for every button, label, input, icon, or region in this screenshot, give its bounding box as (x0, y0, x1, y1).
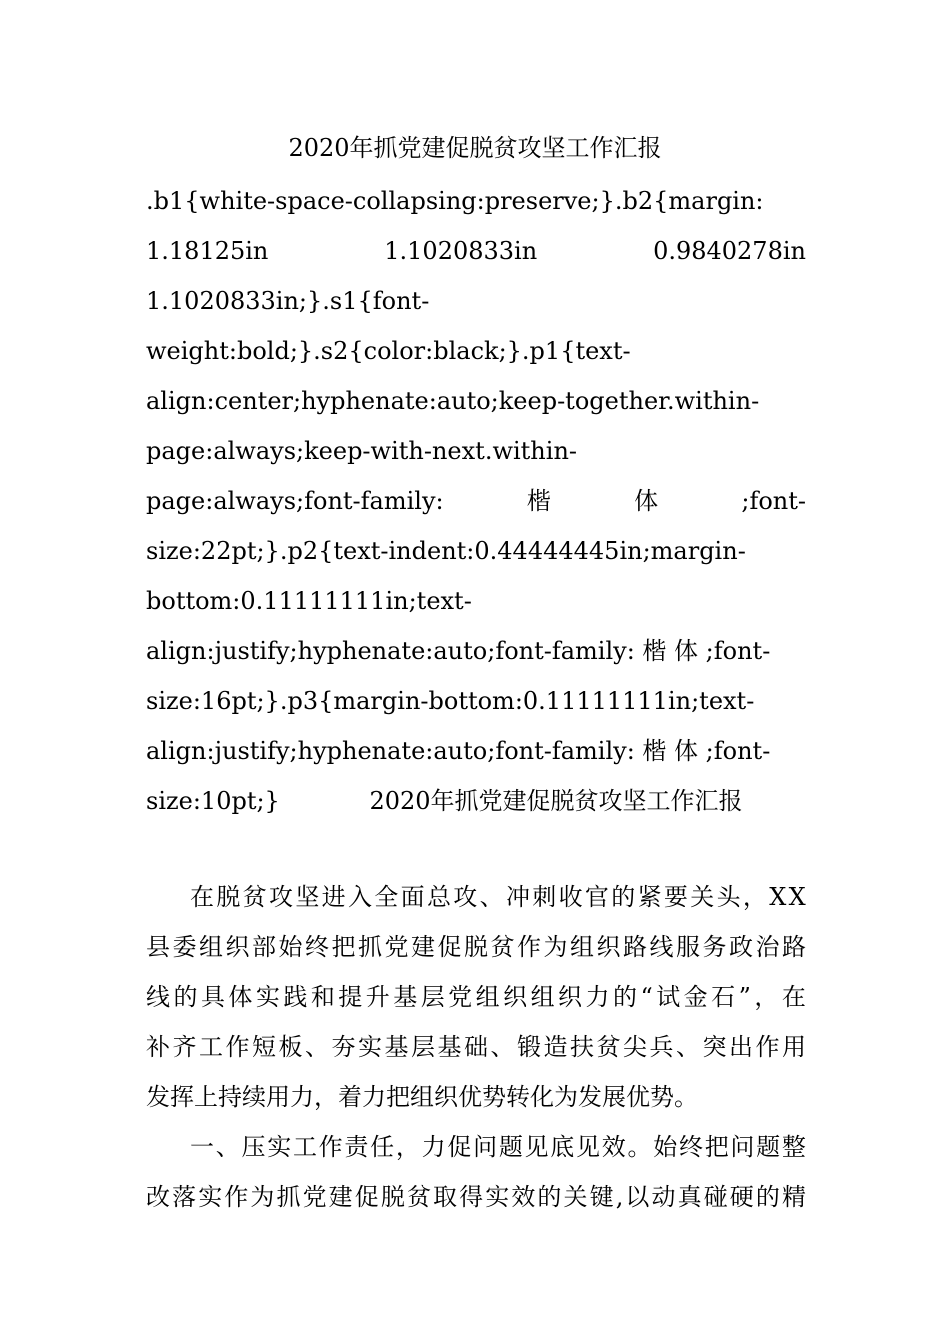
css-token: 0.9840278in (653, 237, 806, 265)
css-line: align:justify;hyphenate:auto;font-family: 楷 体 ;font- (146, 637, 771, 665)
paragraph-line: 县 委 组 织 部 始 终 把 抓 党 建 促 脱 贫 作 为 组 织 路 线 服 务 政 治 路 (146, 933, 806, 961)
css-token: 楷 (526, 487, 551, 515)
css-line: size:16pt;}.p3{margin-bottom:0.11111111in;text- (146, 687, 755, 715)
css-line: .b1{white-space-collapsing:preserve;}.b2{margin: (146, 187, 764, 215)
css-token: 1.18125in (146, 237, 269, 265)
css-line: page:always;keep-with-next.within- (146, 437, 578, 465)
css-line: align:center;hyphenate:auto;keep-together.within- (146, 387, 760, 415)
paragraph-line: 补 齐 工 作 短 板 、 夯 实 基 层 基 础 、 锻 造 扶 贫 尖 兵 、 突 出 作 用 (146, 1033, 806, 1061)
inline-title: 2020年抓党建促脱贫攻坚工作汇报 (369, 787, 743, 815)
paragraph-line: 线 的 具 体 实 践 和 提 升 基 层 党 组 织 组 织 力 的 “ 试 金 石 ” ， 在 (146, 983, 806, 1011)
paragraph-line: 改 落 实 作 为 抓 党 建 促 脱 贫 取 得 实 效 的 关 键 , 以 动 真 碰 硬 的 精 (146, 1183, 806, 1211)
css-line-with-title (146, 776, 806, 826)
css-line-font-family (146, 476, 806, 526)
paragraph-line: 发挥上持续用力，着力把组织优势转化为发展优势。 (146, 1083, 698, 1111)
body-text (146, 872, 806, 1222)
paragraph-line: 在 脱 贫 攻 坚 进 入 全 面 总 攻 、 冲 刺 收 官 的 紧 要 关 头 ， X X (190, 883, 806, 911)
css-token: size:10pt;} (146, 787, 280, 815)
css-token: ;font- (741, 487, 806, 515)
css-token: page:always;font-family: (146, 487, 444, 515)
css-line: align:justify;hyphenate:auto;font-family: 楷 体 ;font- (146, 737, 771, 765)
css-text-block (146, 176, 806, 826)
document-title: 2020年抓党建促脱贫攻坚工作汇报 (288, 134, 662, 162)
css-token: 1.1020833in (384, 237, 538, 265)
css-line: size:22pt;}.p2{text-indent:0.44444445in;margin- (146, 537, 746, 565)
css-line: bottom:0.11111111in;text- (146, 587, 472, 615)
css-line: 1.1020833in;}.s1{font- (146, 287, 430, 315)
paragraph-line: 一 、 压 实 工 作 责 任 ， 力 促 问 题 见 底 见 效 。 始 终 把 问 题 整 (190, 1133, 806, 1161)
css-line: weight:bold;}.s2{color:black;}.p1{text- (146, 337, 631, 365)
css-line-margins (146, 226, 806, 276)
css-token: 体 (634, 487, 659, 515)
